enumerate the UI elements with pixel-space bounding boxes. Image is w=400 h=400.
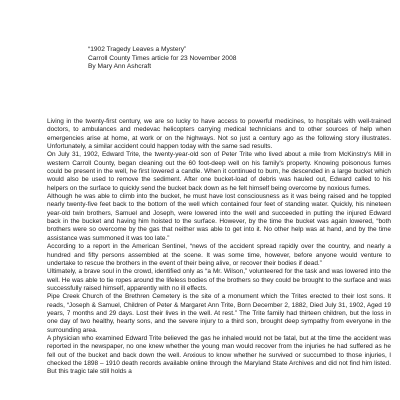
paragraph-accident: On July 31, 1902, Edward Trite, the twenty-year-old son of Peter Trite who lived about a mile from McKinstry's Mill in western Carroll County, began cleaning out the 60 foot-deep well on his family's property. Knowing poisonous fumes could be present in the well, he first lowered a candle. When it continued to burn, he descended in a large bucket which would also be used to remove the sediment. After one bucket-load of debris was hauled out, Edward called to his helpers on the surface to quickly send the bucket back down as he felt himself being overcome by noxious fumes. [47,151,391,192]
paragraph-sentinel-report: According to a report in the American Sentinel, “news of the accident spread rapidly over the country, and nearly a hundred and fifty persons assembled at the scene. It was some time, however, before anyone would venture to undertake to rescue the brothers in the event of their being alive, or recover their bodies if dead.” [47,243,391,267]
article-byline: By Mary Ann Ashcraft [88,63,152,71]
paragraph-wilson: Ultimately, a brave soul in the crowd, identified only as “a Mr. Wilson,” volunteered for the task and was lowered into the well. He was able to tie ropes around the lifeless bodies of the brothers so they could be brought to the surface and was successfully raised himself, apparently with no ill effects. [47,268,391,292]
paragraph-monument: Pipe Creek Church of the Brethren Cemetery is the site of a monument which the Trites erected to their lost sons. It reads, “Joseph & Samuel, Children of Peter & Margaret Ann Trite, Born December 2, 1882, Died July 31, 1902, Aged 19 years, 7 months and 29 days. Lost their lives in the well. At rest.” The Trite family had thirteen children, but the loss in one day of two healthy, hearty sons, and the severe injury to a third son, brought deep sympathy from everyone in the surrounding area. [47,293,391,334]
article-header [88,46,388,72]
paragraph-physician: A physician who examined Edward Trite believed the gas he inhaled would not be fatal, but at the time the accident was reported in the newspaper, no one knew whether the young man would recover from the injuries he had suffered as he fell out of the bucket and back down the well. Anxious to know whether he survived or succumbed to those injuries, I checked the 1898 – 1910 death records available online through the Maryland State Archives and did not find him listed. But this tragic tale still holds a [47,334,391,376]
article-publication: Carroll County Times article for 23 November 2008 [88,54,237,62]
article-title: “1902 Tragedy Leaves a Mystery” [88,46,187,53]
article-body [47,118,391,377]
paragraph-rescue-attempt: Although he was able to climb into the bucket, he must have lost consciousness as it was being raised and he toppled nearly twenty-five feet back to the bottom of the well which contained four feet of standing water. Quickly, his nineteen year-old twin brothers, Samuel and Joseph, were lowered into the well and succeeded in putting the injured Edward back in the bucket and having him hoisted to the surface. However, by the time the bucket was again lowered, “both brothers were so overcome by the gas that neither was able to get into it. No other help was at hand, and by the time assistance was summoned it was too late.” [47,193,391,242]
paragraph-intro: Living in the twenty-first century, we are so lucky to have access to powerful medicines, to hospitals with well-trained doctors, to ambulances and medevac helicopters carrying medical technicians and to other sources of help when emergencies arise at home, at work or on the highways. Not so just a century ago as the following story illustrates. Unfortunately, a similar accident could happen today with the same sad results. [47,118,391,151]
